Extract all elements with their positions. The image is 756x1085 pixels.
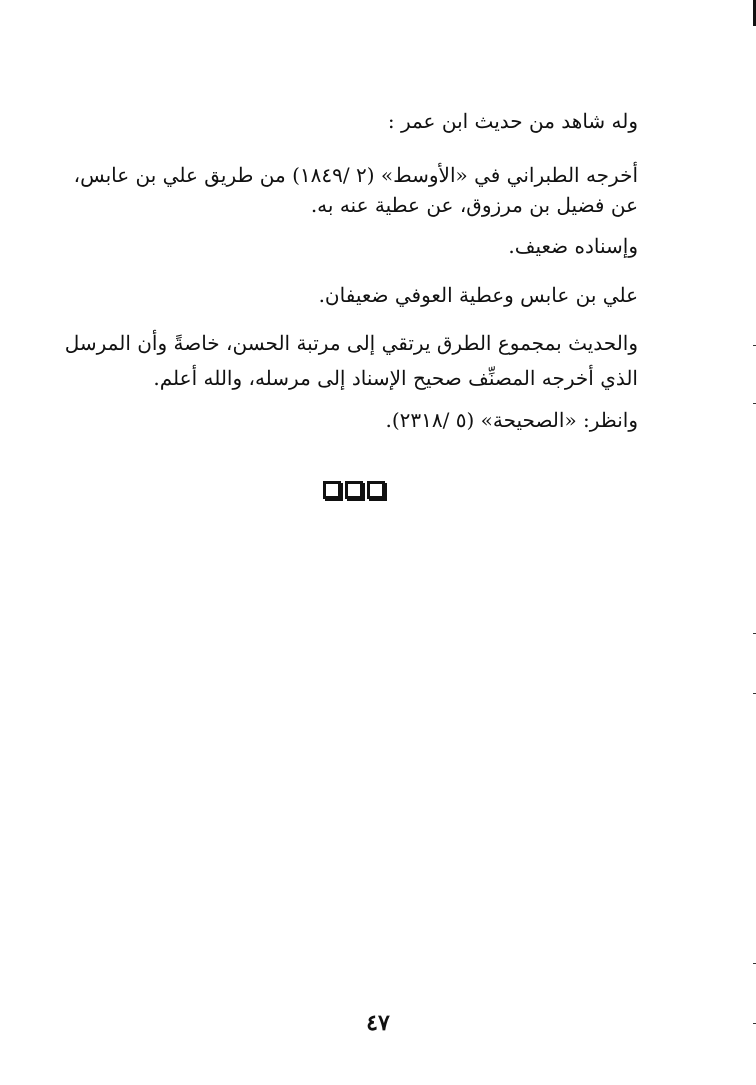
ornament-square-icon	[323, 481, 341, 499]
text-line-5: علي بن عابس وعطية العوفي ضعيفان.	[318, 283, 638, 307]
page-number: ٤٧	[366, 1010, 390, 1036]
text-line-7: الذي أخرجه المصنِّف صحيح الإسناد إلى مرسله، والله أعلم.	[153, 366, 638, 390]
ornament-square-icon	[345, 481, 363, 499]
ornament-square-icon	[367, 481, 385, 499]
text-line-8: وانظر: «الصحيحة» (٥ /٢٣١٨).	[385, 408, 638, 432]
section-ornament	[323, 480, 415, 502]
text-line-1: وله شاهد من حديث ابن عمر :	[387, 109, 638, 133]
text-line-3: عن فضيل بن مرزوق، عن عطية عنه به.	[310, 193, 638, 217]
text-line-2: أخرجه الطبراني في «الأوسط» (٢ /١٨٤٩) من طريق علي بن عابس،	[73, 163, 638, 187]
text-line-6: والحديث بمجموع الطرق يرتقي إلى مرتبة الحسن، خاصةً وأن المرسل	[64, 331, 638, 355]
text-line-4: وإسناده ضعيف.	[508, 234, 638, 258]
